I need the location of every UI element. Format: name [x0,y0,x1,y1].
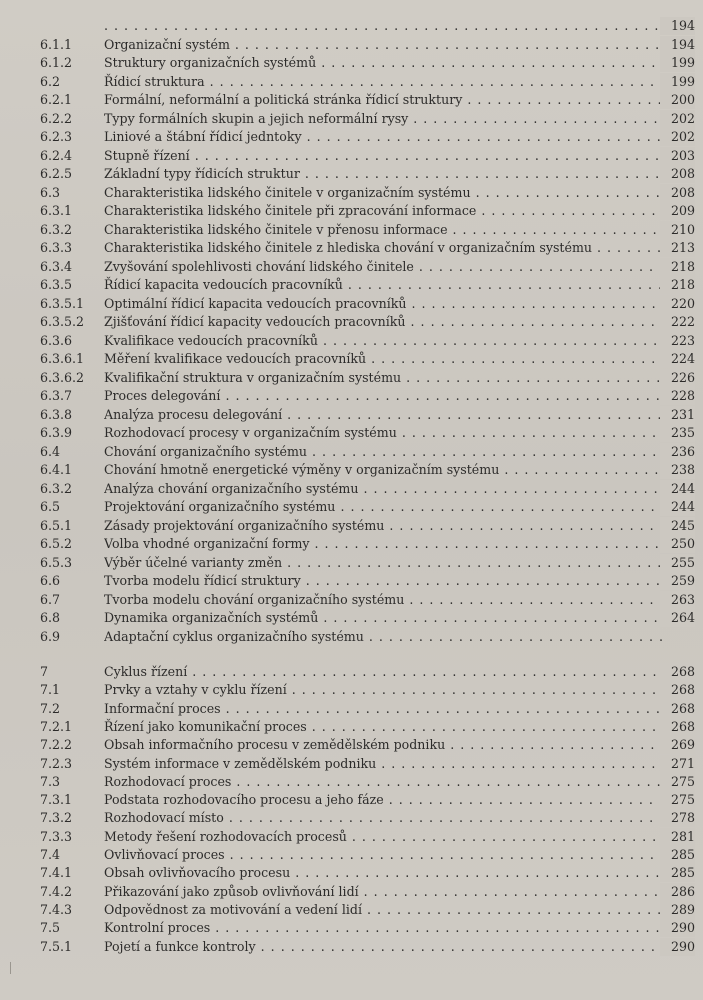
toc-entry-number: 6.3.2 [40,480,73,496]
toc-entry [0,628,703,646]
toc-entry-number: 6.3.1 [40,203,73,218]
toc-entry-title: Chování hmotně energetické výměny v organizačním systému . . . [104,461,663,479]
toc-entry [0,258,703,276]
toc-entry-number: 6.5 [40,499,61,514]
toc-entry-title: Tvorba modelu řídicí struktury . . . [104,572,663,590]
toc-entry-title: Analýza chování organizačního systému . . . [104,480,663,498]
toc-entry [0,202,703,220]
toc-entry-number: 6.2.2 [40,110,73,126]
toc-entry-title: Přikazování jako způsob ovlivňování lidí . . . [104,883,663,901]
toc-entry [0,239,703,257]
toc-entry [0,718,703,736]
toc-entry [0,313,703,331]
toc-entry-page: 208 [660,184,695,202]
toc-entry [0,73,703,91]
toc-entry-page: 285 [660,864,695,882]
toc-entry-title: Optimální řídicí kapacita vedoucích pracovníků . . . [104,295,663,313]
toc-entry-page: 235 [660,424,695,442]
toc-entry-page: 218 [660,258,695,276]
toc-entry-number: 7.2 [40,700,61,716]
toc-entry [0,609,703,627]
toc-entry-number: 6.5.1 [40,517,73,533]
toc-entry [0,54,703,72]
toc-entry-title: Liniové a štábní řídicí jedntoky . . . [104,128,663,146]
toc-entry-title: Kontrolní proces . . . [104,919,663,937]
toc-entry [0,424,703,442]
toc-entry-title: Základní typy řídicích struktur . . . [104,165,663,183]
toc-entry-page: 275 [660,773,695,791]
toc-entry-title: Obsah informačního procesu v zemědělském podniku . . . [104,736,663,754]
toc-entry [0,809,703,827]
toc-entry [0,147,703,165]
toc-entry-page: 269 [660,736,695,754]
toc-entry-number: 6.2.4 [40,147,73,163]
toc-entry [0,221,703,239]
toc-entry [0,17,703,35]
toc-entry-page: 228 [660,387,695,405]
toc-entry-page: 290 [660,919,695,937]
toc-entry-title: Formální, neformální a politická stránka řídicí struktury . . . [104,91,663,109]
toc-entry-title: Obsah ovlivňovacího procesu . . . [104,864,663,882]
toc-entry-number: 6.2 [40,73,61,89]
toc-entry-page: 268 [660,663,695,681]
toc-entry-title: Analýza procesu delegování . . . [104,406,663,424]
toc-entry-number: 6.5.3 [40,554,73,570]
toc-entry-page: 286 [660,883,695,901]
toc-entry [0,165,703,183]
toc-entry [0,443,703,461]
toc-entry-title: Odpovědnost za motivování a vedení lidí . . . [104,901,663,919]
toc-entry-title: Typy formálních skupin a jejich neformální rysy . . . [104,110,663,128]
toc-entry-page: 259 [660,572,695,590]
toc-entry [0,681,703,699]
toc-entry [0,480,703,498]
toc-entry-title: Chování organizačního systému . . . [104,443,663,461]
toc-entry-number: 7.4.3 [40,901,73,917]
toc-entry-number: 7.3.2 [40,810,73,826]
toc-entry [0,406,703,424]
toc-entry-page: 203 [660,147,695,165]
toc-entry [0,184,703,202]
toc-entry-page: 271 [660,755,695,773]
toc-entry-page: 209 [660,202,695,220]
toc-entry-page: 231 [660,406,695,424]
toc-entry-page: 263 [660,591,695,609]
toc-entry-number: 6.3.6.1 [40,351,85,366]
toc-entry-title: Volba vhodné organizační formy . . . [104,535,663,553]
toc-entry-page: 194 [660,17,695,35]
toc-entry-title: Rozhodovací místo . . . [104,809,663,827]
toc-entry-title: Organizační systém . . . [104,36,663,54]
toc-entry-number: 6.3.7 [40,388,73,403]
toc-entry-title: Zvyšování spolehlivosti chování lidského činitele . . . [104,258,663,276]
toc-entry [0,110,703,128]
toc-entry-number: 6.3.6.2 [40,369,85,385]
toc-entry [0,901,703,919]
toc-entry-page: 238 [660,461,695,479]
toc-entry-number: 6.3 [40,184,61,200]
toc-entry-number: 6.3.4 [40,258,73,274]
toc-entry-title [104,17,663,35]
toc-entry-title: Zásady projektování organizačního systému . . . [104,517,663,535]
toc-entry-number: 7.4 [40,847,61,862]
toc-entry [0,387,703,405]
toc-entry-page: 208 [660,165,695,183]
toc-entry [0,919,703,937]
toc-entry-page: 268 [660,700,695,718]
toc-entry-title: Metody řešení rozhodovacích procesů . . . [104,828,663,846]
toc-entry-number: 7.1 [40,682,61,698]
toc-entry-title: Stupně řízení . . . [104,147,663,165]
page-edge-mark [10,962,11,974]
toc-entry [0,535,703,553]
toc-entry-page: 285 [660,846,695,864]
toc-entry-title: Charakteristika lidského činitele v organizačním systému . . . [104,184,663,202]
toc-entry-page: 194 [660,36,695,54]
toc-entry-page: 224 [660,350,695,368]
toc-entry-page: 200 [660,91,695,109]
toc-entry-page: 244 [660,480,695,498]
toc-entry-title: Podstata rozhodovacího procesu a jeho fáze . . . [104,791,663,809]
toc-entry-number: 7.3 [40,773,61,789]
toc-entry [0,276,703,294]
toc-entry-number: 6.3.6 [40,332,73,348]
toc-entry-page: 255 [660,554,695,572]
toc-entry-title: Řízení jako komunikační proces . . . [104,718,663,736]
toc-entry-title: Systém informace v zemědělském podniku . . . [104,755,663,773]
toc-entry-number: 6.4.1 [40,462,73,477]
toc-entry-page: 278 [660,809,695,827]
toc-entry-number: 6.3.9 [40,425,73,440]
toc-entry-title: Řídicí kapacita vedoucích pracovníků . . . [104,276,663,294]
toc-entry-title: Charakteristika lidského činitele při zpracování informace . . . [104,202,663,220]
toc-entry-title: Pojetí a funkce kontroly . . . [104,938,663,956]
toc-entry-page: 199 [660,73,695,91]
toc-entry-number: 7.2.2 [40,737,73,753]
toc-entry-number: 7 [40,664,49,679]
toc-entry [0,369,703,387]
toc-entry-title: Zjišťování řídicí kapacity vedoucích pracovníků . . . [104,313,663,331]
toc-entry-title: Charakteristika lidského činitele z hlediska chování v organizačním systému . . . [104,239,663,257]
toc-entry-page: 275 [660,791,695,809]
toc-entry-title: Prvky a vztahy v cyklu řízení . . . [104,681,663,699]
toc-entry [0,554,703,572]
toc-entry [0,295,703,313]
toc-entry-page: 289 [660,901,695,919]
toc-entry-number: 6.1.2 [40,55,73,70]
toc-entry [0,828,703,846]
toc-entry-page: 220 [660,295,695,313]
toc-entry [0,461,703,479]
toc-entry [0,517,703,535]
toc-entry-title: Řídicí struktura . . . [104,73,663,91]
toc-entry-number: 7.3.3 [40,828,73,844]
toc-entry-number: 6.3.2 [40,221,73,237]
toc-entry-page: 245 [660,517,695,535]
toc-entry-page: 223 [660,332,695,350]
toc-entry [0,572,703,590]
toc-entry-page: 268 [660,681,695,699]
toc-entry-title: Měření kvalifikace vedoucích pracovníků . . . [104,350,663,368]
toc-entry-number: 6.7 [40,591,61,607]
toc-entry-number: 7.5 [40,920,61,936]
toc-entry-title: Kvalifikace vedoucích pracovníků . . . [104,332,663,350]
toc-entry-title: Adaptační cyklus organizačního systému . . . [104,628,663,646]
toc-entry [0,700,703,718]
toc-entry-title: Informační proces . . . [104,700,663,718]
toc-entry [0,591,703,609]
toc-entry-page: 218 [660,276,695,294]
toc-entry [0,864,703,882]
toc-entry-page: 213 [660,239,695,257]
toc-entry-number: 6.3.5 [40,277,73,292]
toc-entry [0,791,703,809]
toc-entry-number: 6.9 [40,628,61,644]
toc-entry [0,498,703,516]
toc-entry-number: 7.4.2 [40,883,73,899]
toc-entry [0,938,703,956]
toc-entry-title: Kvalifikační struktura v organizačním systému . . . [104,369,663,387]
toc-entry [0,128,703,146]
toc-entry-number: 6.2.5 [40,166,73,181]
toc-entry-number: 6.3.3 [40,240,73,255]
toc-entry-number: 7.2.1 [40,718,73,734]
toc-entry-title: Ovlivňovací proces . . . [104,846,663,864]
toc-entry-page: 268 [660,718,695,736]
toc-entry-page: 250 [660,535,695,553]
toc-entry-page: 199 [660,54,695,72]
toc-entry [0,736,703,754]
toc-entry-title: Dynamika organizačních systémů . . . [104,609,663,627]
toc-entry-page: 226 [660,369,695,387]
toc-entry-title: Proces delegování . . . [104,387,663,405]
toc-entry-page: 244 [660,498,695,516]
toc-entry-number: 6.3.5.1 [40,295,85,311]
toc-entry-number: 6.5.2 [40,536,73,551]
toc-entry-page: 264 [660,609,695,627]
toc-entry-number: 6.6 [40,573,61,588]
toc-entry-number: 6.2.3 [40,129,73,144]
toc-entry-number: 6.1.1 [40,36,73,52]
toc-entry-page: 210 [660,221,695,239]
toc-entry-title: Cyklus řízení . . . [104,663,663,681]
toc-entry-page: 290 [660,938,695,956]
toc-entry-number: 7.4.1 [40,865,73,881]
toc-entry [0,663,703,681]
toc-entry [0,350,703,368]
toc-entry-title: Rozhodovací proces . . . [104,773,663,791]
toc-entry [0,773,703,791]
toc-entry [0,755,703,773]
toc-entry-page: 202 [660,110,695,128]
toc-entry-page: 202 [660,128,695,146]
toc-entry-number: 6.2.1 [40,92,73,107]
toc-entry-title: Projektování organizačního systému . . . [104,498,663,516]
toc-entry-page: 281 [660,828,695,846]
toc-entry-number: 6.3.5.2 [40,314,85,329]
toc-entry-page: 236 [660,443,695,461]
toc-entry-number: 6.4 [40,443,61,459]
toc-entry-number: 7.2.3 [40,755,73,771]
toc-entry [0,883,703,901]
toc-entry [0,846,703,864]
toc-entry [0,332,703,350]
toc-entry-title: Tvorba modelu chování organizačního systému . . . [104,591,663,609]
toc-entry-title: Struktury organizačních systémů . . . [104,54,663,72]
toc-entry-title: Výběr účelné varianty změn . . . [104,554,663,572]
toc-entry-page: 222 [660,313,695,331]
toc-entry-number: 7.5.1 [40,938,73,954]
toc-entry-title: Rozhodovací procesy v organizačním systému . . . [104,424,663,442]
toc-entry [0,36,703,54]
toc-entry-number: 6.8 [40,610,61,625]
toc-entry-title: Charakteristika lidského činitele v přenosu informace . . . [104,221,663,239]
toc-entry [0,91,703,109]
toc-entry-number: 6.3.8 [40,406,73,422]
toc-entry-number: 7.3.1 [40,792,73,808]
